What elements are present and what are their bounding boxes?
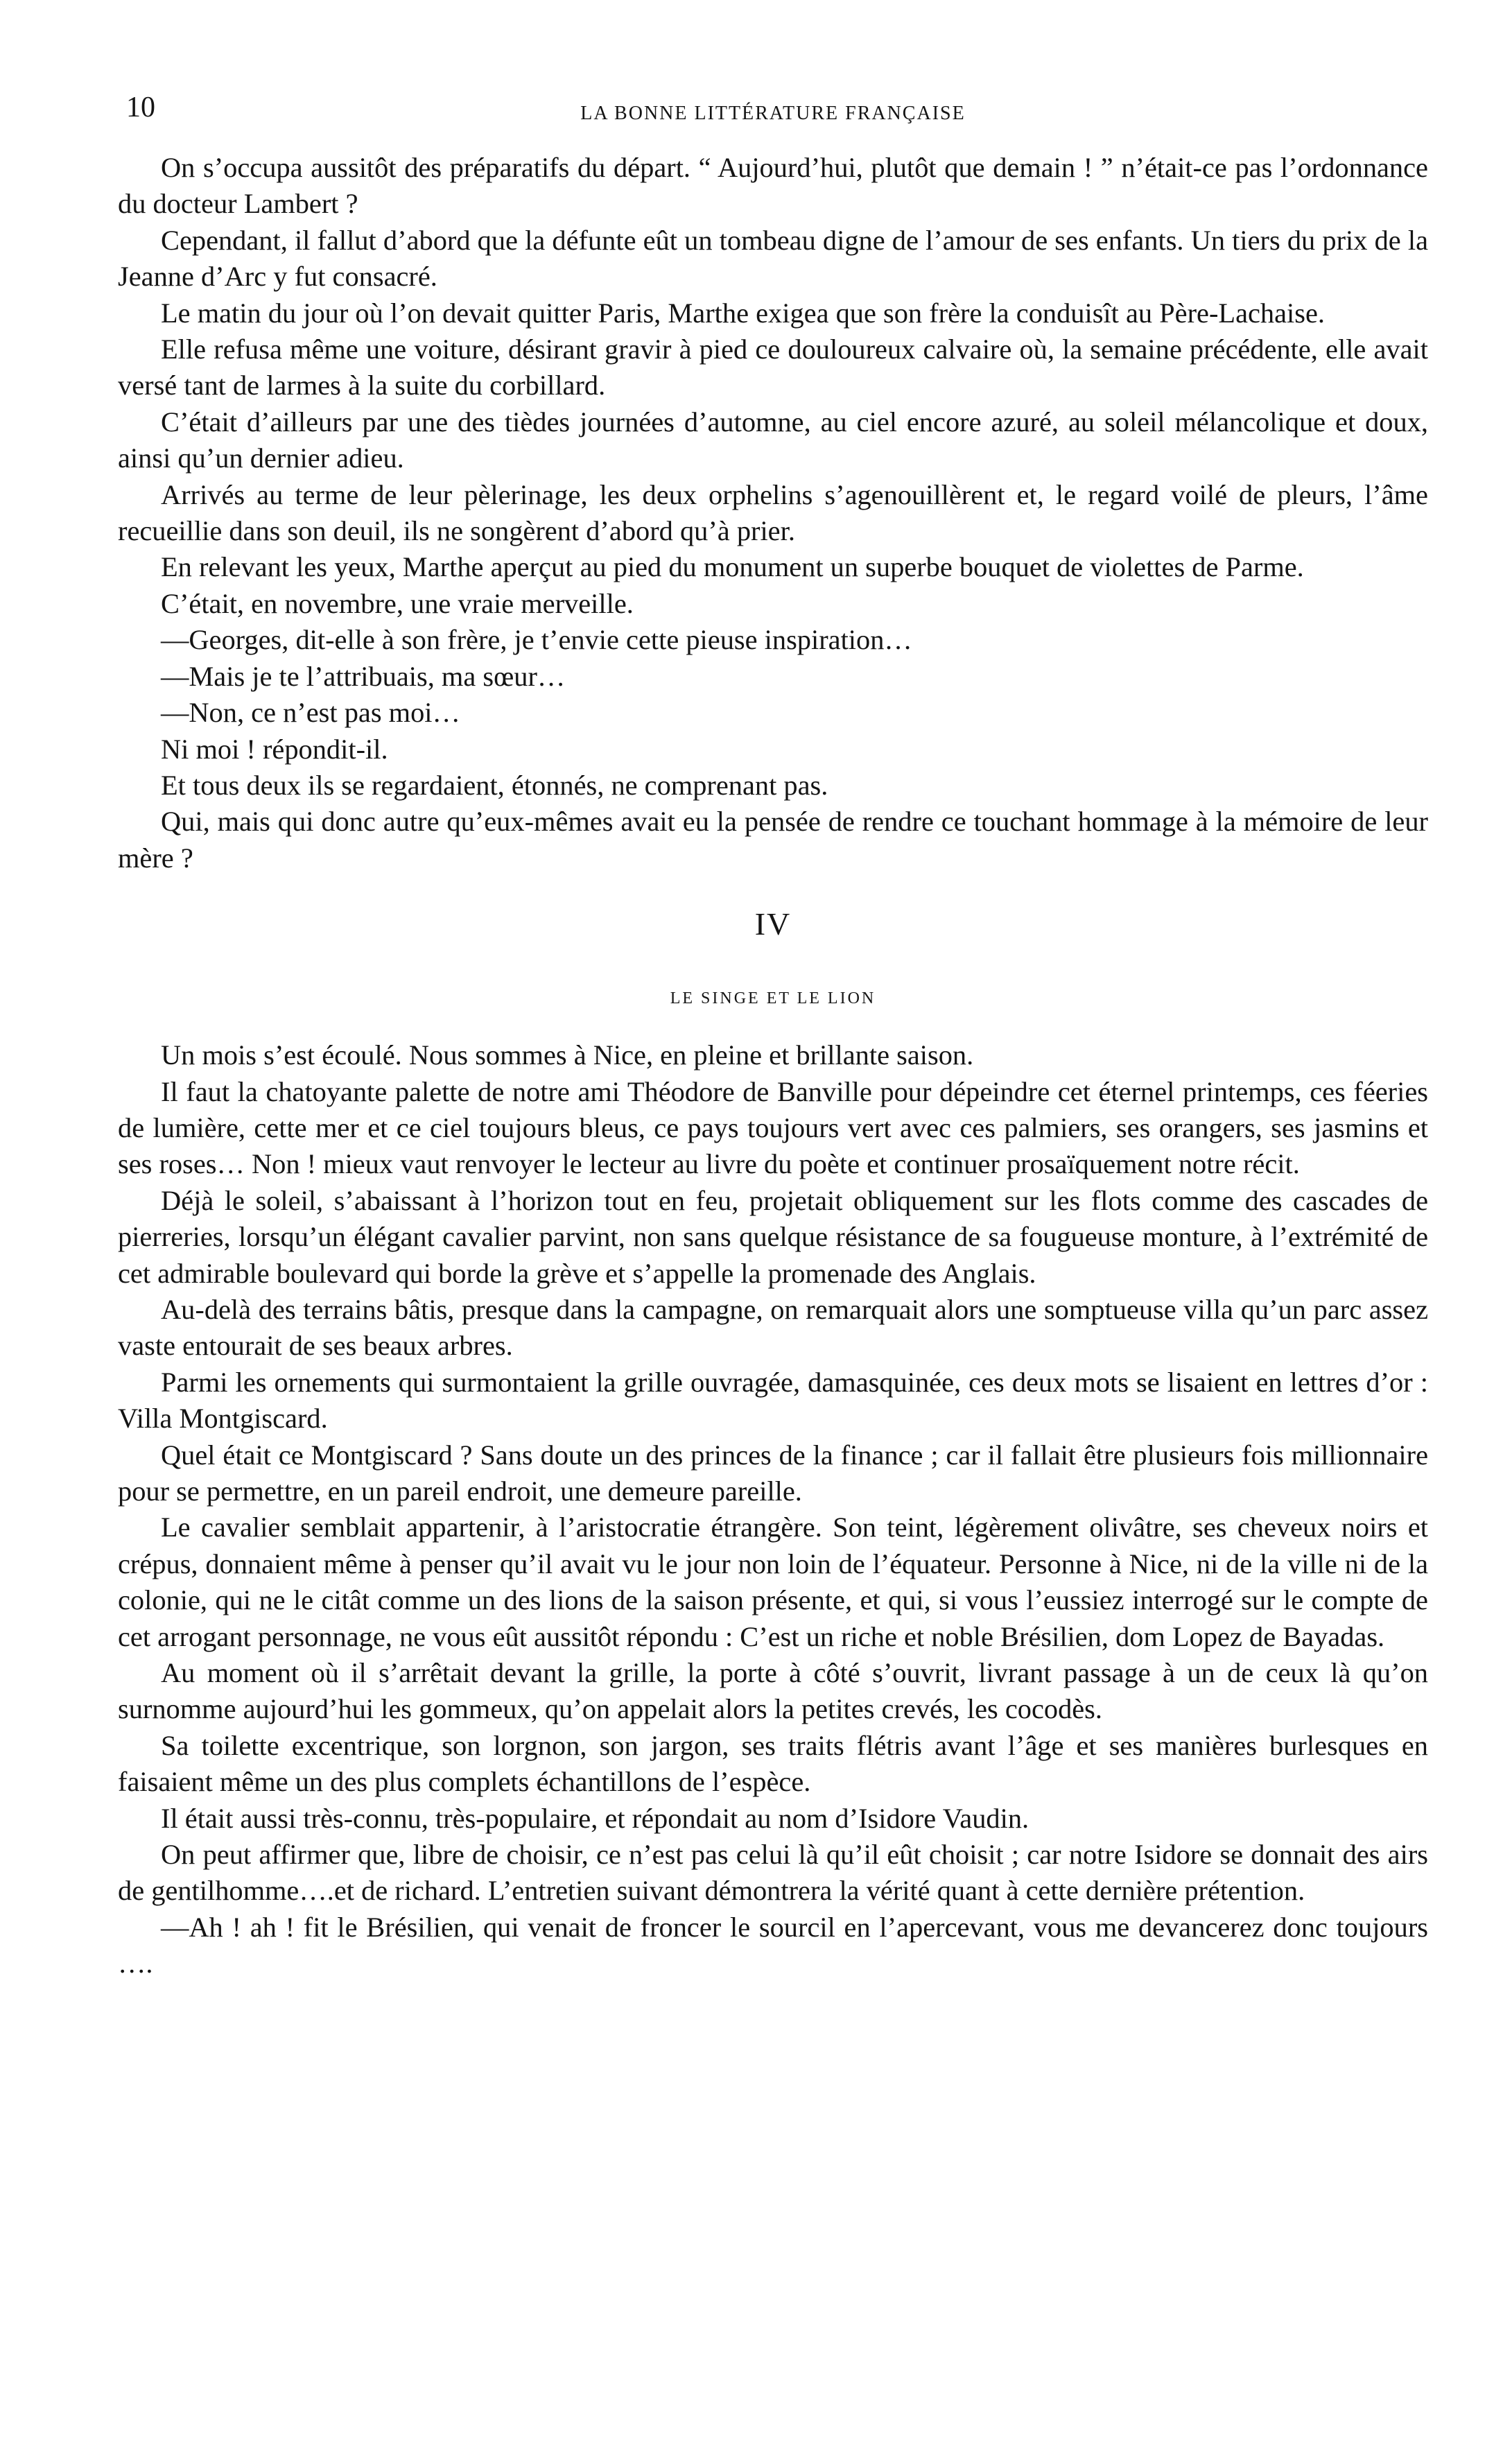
chapter-number: IV xyxy=(754,906,792,942)
paragraph: Qui, mais qui donc autre qu’eux-mêmes avait eu la pensée de rendre ce touchant hommage à la mémoire de leur mère ? xyxy=(118,806,1428,874)
paragraph: Cependant, il fallut d’abord que la défunte eût un tombeau digne de l’amour de ses enfants. Un tiers du prix de la Jeanne d’Arc y fut consacré. xyxy=(118,224,1428,293)
paragraph: Sa toilette excentrique, son lorgnon, son jargon, ses traits flétris avant l’âge et ses manières burlesques en faisaient même un des plus complets échantillons de l’espèce. xyxy=(118,1729,1428,1798)
page-number: 10 xyxy=(126,92,155,123)
section-one xyxy=(118,150,1428,876)
paragraph: Un mois s’est écoulé. Nous sommes à Nice, en pleine et brillante saison. xyxy=(161,1039,974,1071)
page-header xyxy=(118,90,1428,135)
dialogue-line: Ni moi ! répondit-il. xyxy=(161,733,388,765)
dialogue-line: —Georges, dit-elle à son frère, je t’envie cette pieuse inspiration… xyxy=(161,624,912,656)
paragraph: Elle refusa même une voiture, désirant gravir à pied ce douloureux calvaire où, la semaine précédente, elle avait versé tant de larmes à la suite du corbillard. xyxy=(118,334,1428,401)
paragraph: Il était aussi très-connu, très-populaire, et répondait au nom d’Isidore Vaudin. xyxy=(161,1802,1029,1834)
chapter-title: LE SINGE ET LE LION xyxy=(670,989,876,1008)
paragraph: En relevant les yeux, Marthe aperçut au pied du monument un superbe bouquet de violettes de Parme. xyxy=(161,551,1304,583)
dialogue-line: —Ah ! ah ! fit le Brésilien, qui venait de froncer le sourcil en l’apercevant, vous me devancerez donc toujours …. xyxy=(118,1911,1428,1980)
paragraph: Le cavalier semblait appartenir, à l’aristocratie étrangère. Son teint, légèrement olivâtre, ses cheveux noirs et crépus, donnaient même à penser qu’il avait vu le jour non loin de l’équateur. Personne à Nice, ni de la ville ni de la colonie, qui ne le citât comme un des lions de la saison présente, et qui, si vous l’eussiez interrogé sur le compte de cet arrogant personnage, ne vous eût aussitôt répondu : C’est un riche et noble Brésilien, dom Lopez de Bayadas. xyxy=(118,1511,1428,1652)
paragraph: C’était, en novembre, une vraie merveille. xyxy=(161,587,634,619)
paragraph: Le matin du jour où l’on devait quitter Paris, Marthe exigea que son frère la conduisît au Père-Lachaise. xyxy=(161,297,1326,329)
paragraph: On s’occupa aussitôt des préparatifs du départ. “ Aujourd’hui, plutôt que demain ! ” n’était-ce pas l’ordonnance du docteur Lambert ? xyxy=(118,152,1428,220)
paragraph: Arrivés au terme de leur pèlerinage, les deux orphelins s’agenouillèrent et, le regard voilé de pleurs, l’âme recueillie dans son deuil, ils ne songèrent d’abord qu’à prier. xyxy=(118,478,1428,547)
paragraph: Et tous deux ils se regardaient, étonnés, ne comprenant pas. xyxy=(161,769,828,801)
paragraph: Au moment où il s’arrêtait devant la grille, la porte à côté s’ouvrit, livrant passage à un de ceux là qu’on surnomme aujourd’hui les gommeux, qu’on appelait alors la petites crevés, les cocodès. xyxy=(118,1657,1428,1725)
section-two xyxy=(118,1037,1428,1982)
running-title: LA BONNE LITTÉRATURE FRANÇAISE xyxy=(580,103,966,124)
dialogue-line: —Non, ce n’est pas moi… xyxy=(161,697,460,729)
paragraph: C’était d’ailleurs par une des tièdes journées d’automne, au ciel encore azuré, au soleil mélancolique et doux, ainsi qu’un dernier adieu. xyxy=(118,406,1428,474)
paragraph: Il faut la chatoyante palette de notre ami Théodore de Banville pour dépeindre cet éternel printemps, ces féeries de lumière, cette mer et ce ciel toujours bleus, ce pays toujours vert avec ces palmiers, ses orangers, ses jasmins et ses roses… Non ! mieux vaut renvoyer le lecteur au livre du poète et continuer prosaïquement notre récit. xyxy=(118,1075,1428,1180)
paragraph: On peut affirmer que, libre de choisir, ce n’est pas celui là qu’il eût choisit ; car notre Isidore se donnait des airs de gentilhomme….et de richard. L’entretien suivant démontrera la vérité quant à cette dernière prétention. xyxy=(118,1839,1428,1907)
paragraph: Au-delà des terrains bâtis, presque dans la campagne, on remarquait alors une somptueuse villa qu’un parc assez vaste entourait de ses beaux arbres. xyxy=(118,1293,1428,1362)
dialogue-line: —Mais je te l’attribuais, ma sœur… xyxy=(161,660,566,692)
paragraph: Parmi les ornements qui surmontaient la grille ouvragée, damasquinée, ces deux mots se lisaient en lettres d’or : Villa Montgiscard. xyxy=(118,1366,1428,1435)
paragraph: Déjà le soleil, s’abaissant à l’horizon tout en feu, projetait obliquement sur les flots comme des cascades de pierreries, lorsqu’un élégant cavalier parvint, non sans quelque résistance de sa fougueuse monture, à l’extrémité de cet admirable boulevard qui borde la grève et s’appelle la promenade des Anglais. xyxy=(118,1184,1428,1289)
paragraph: Quel était ce Montgiscard ? Sans doute un des princes de la finance ; car il fallait être plusieurs fois millionnaire pour se permettre, en un pareil endroit, une demeure pareille. xyxy=(118,1439,1428,1507)
book-page xyxy=(118,90,1428,1982)
